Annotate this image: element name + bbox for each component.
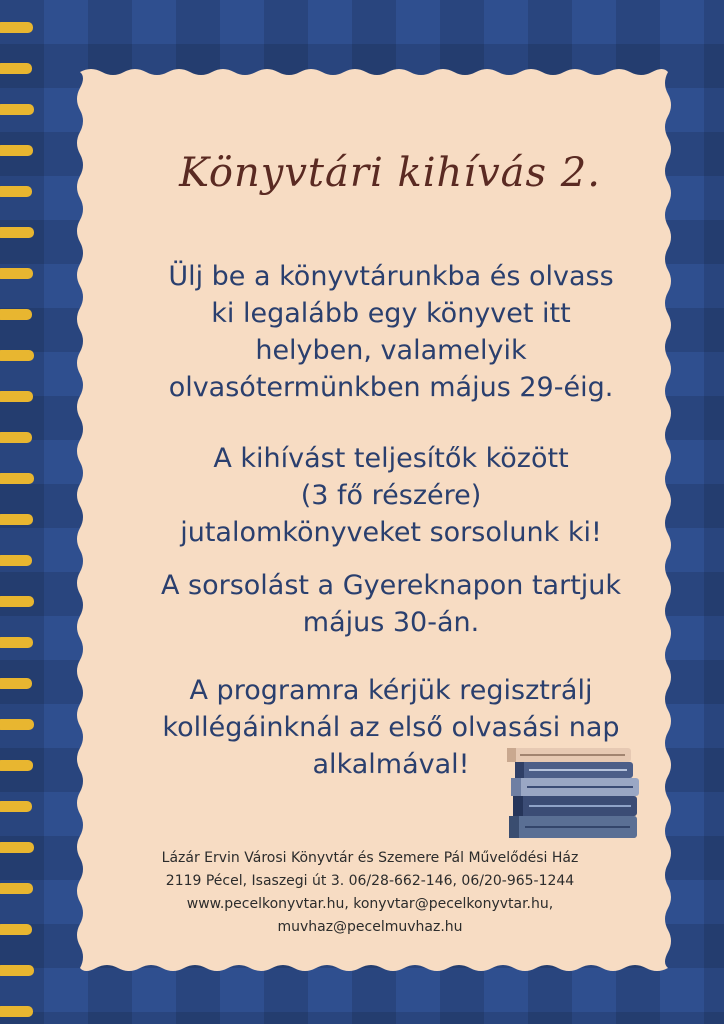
contact-footer — [100, 847, 640, 939]
text-line: kollégáinknál az első olvasási nap — [162, 712, 620, 743]
footer-email: muvhaz@pecelmuvhaz.hu — [277, 919, 463, 935]
paragraph-challenge — [96, 258, 686, 406]
text-line: (3 fő részére) — [300, 480, 482, 511]
text-line: A kihívást teljesítők között — [213, 443, 569, 474]
text-line: helyben, valamelyik — [255, 335, 527, 366]
books-stack-icon — [505, 744, 645, 844]
paragraph-draw-date — [96, 567, 686, 641]
text-line: A programra kérjük regisztrálj — [189, 675, 593, 706]
footer-address: 2119 Pécel, Isaszegi út 3. 06/28-662-146, 06/20-965-1244 — [165, 873, 575, 889]
text-line: Ülj be a könyvtárunkba és olvass — [168, 261, 614, 292]
text-line: ki legalább egy könyvet itt — [211, 298, 571, 329]
text-line: A sorsolást a Gyereknapon tartjuk — [160, 570, 622, 601]
page-title: Könyvtári kihívás 2. — [179, 150, 601, 196]
text-line: olvasótermünkben május 29-éig. — [168, 372, 614, 403]
text-line: május 30-án. — [302, 607, 480, 638]
text-line: alkalmával! — [312, 749, 470, 780]
paragraph-prize — [96, 440, 686, 551]
footer-links: www.pecelkonyvtar.hu, konyvtar@pecelkonyvtar.hu, — [186, 896, 554, 912]
footer-institution: Lázár Ervin Városi Könyvtár és Szemere Pál Művelődési Ház — [161, 850, 579, 866]
text-line: jutalomkönyveket sorsolunk ki! — [180, 517, 602, 548]
